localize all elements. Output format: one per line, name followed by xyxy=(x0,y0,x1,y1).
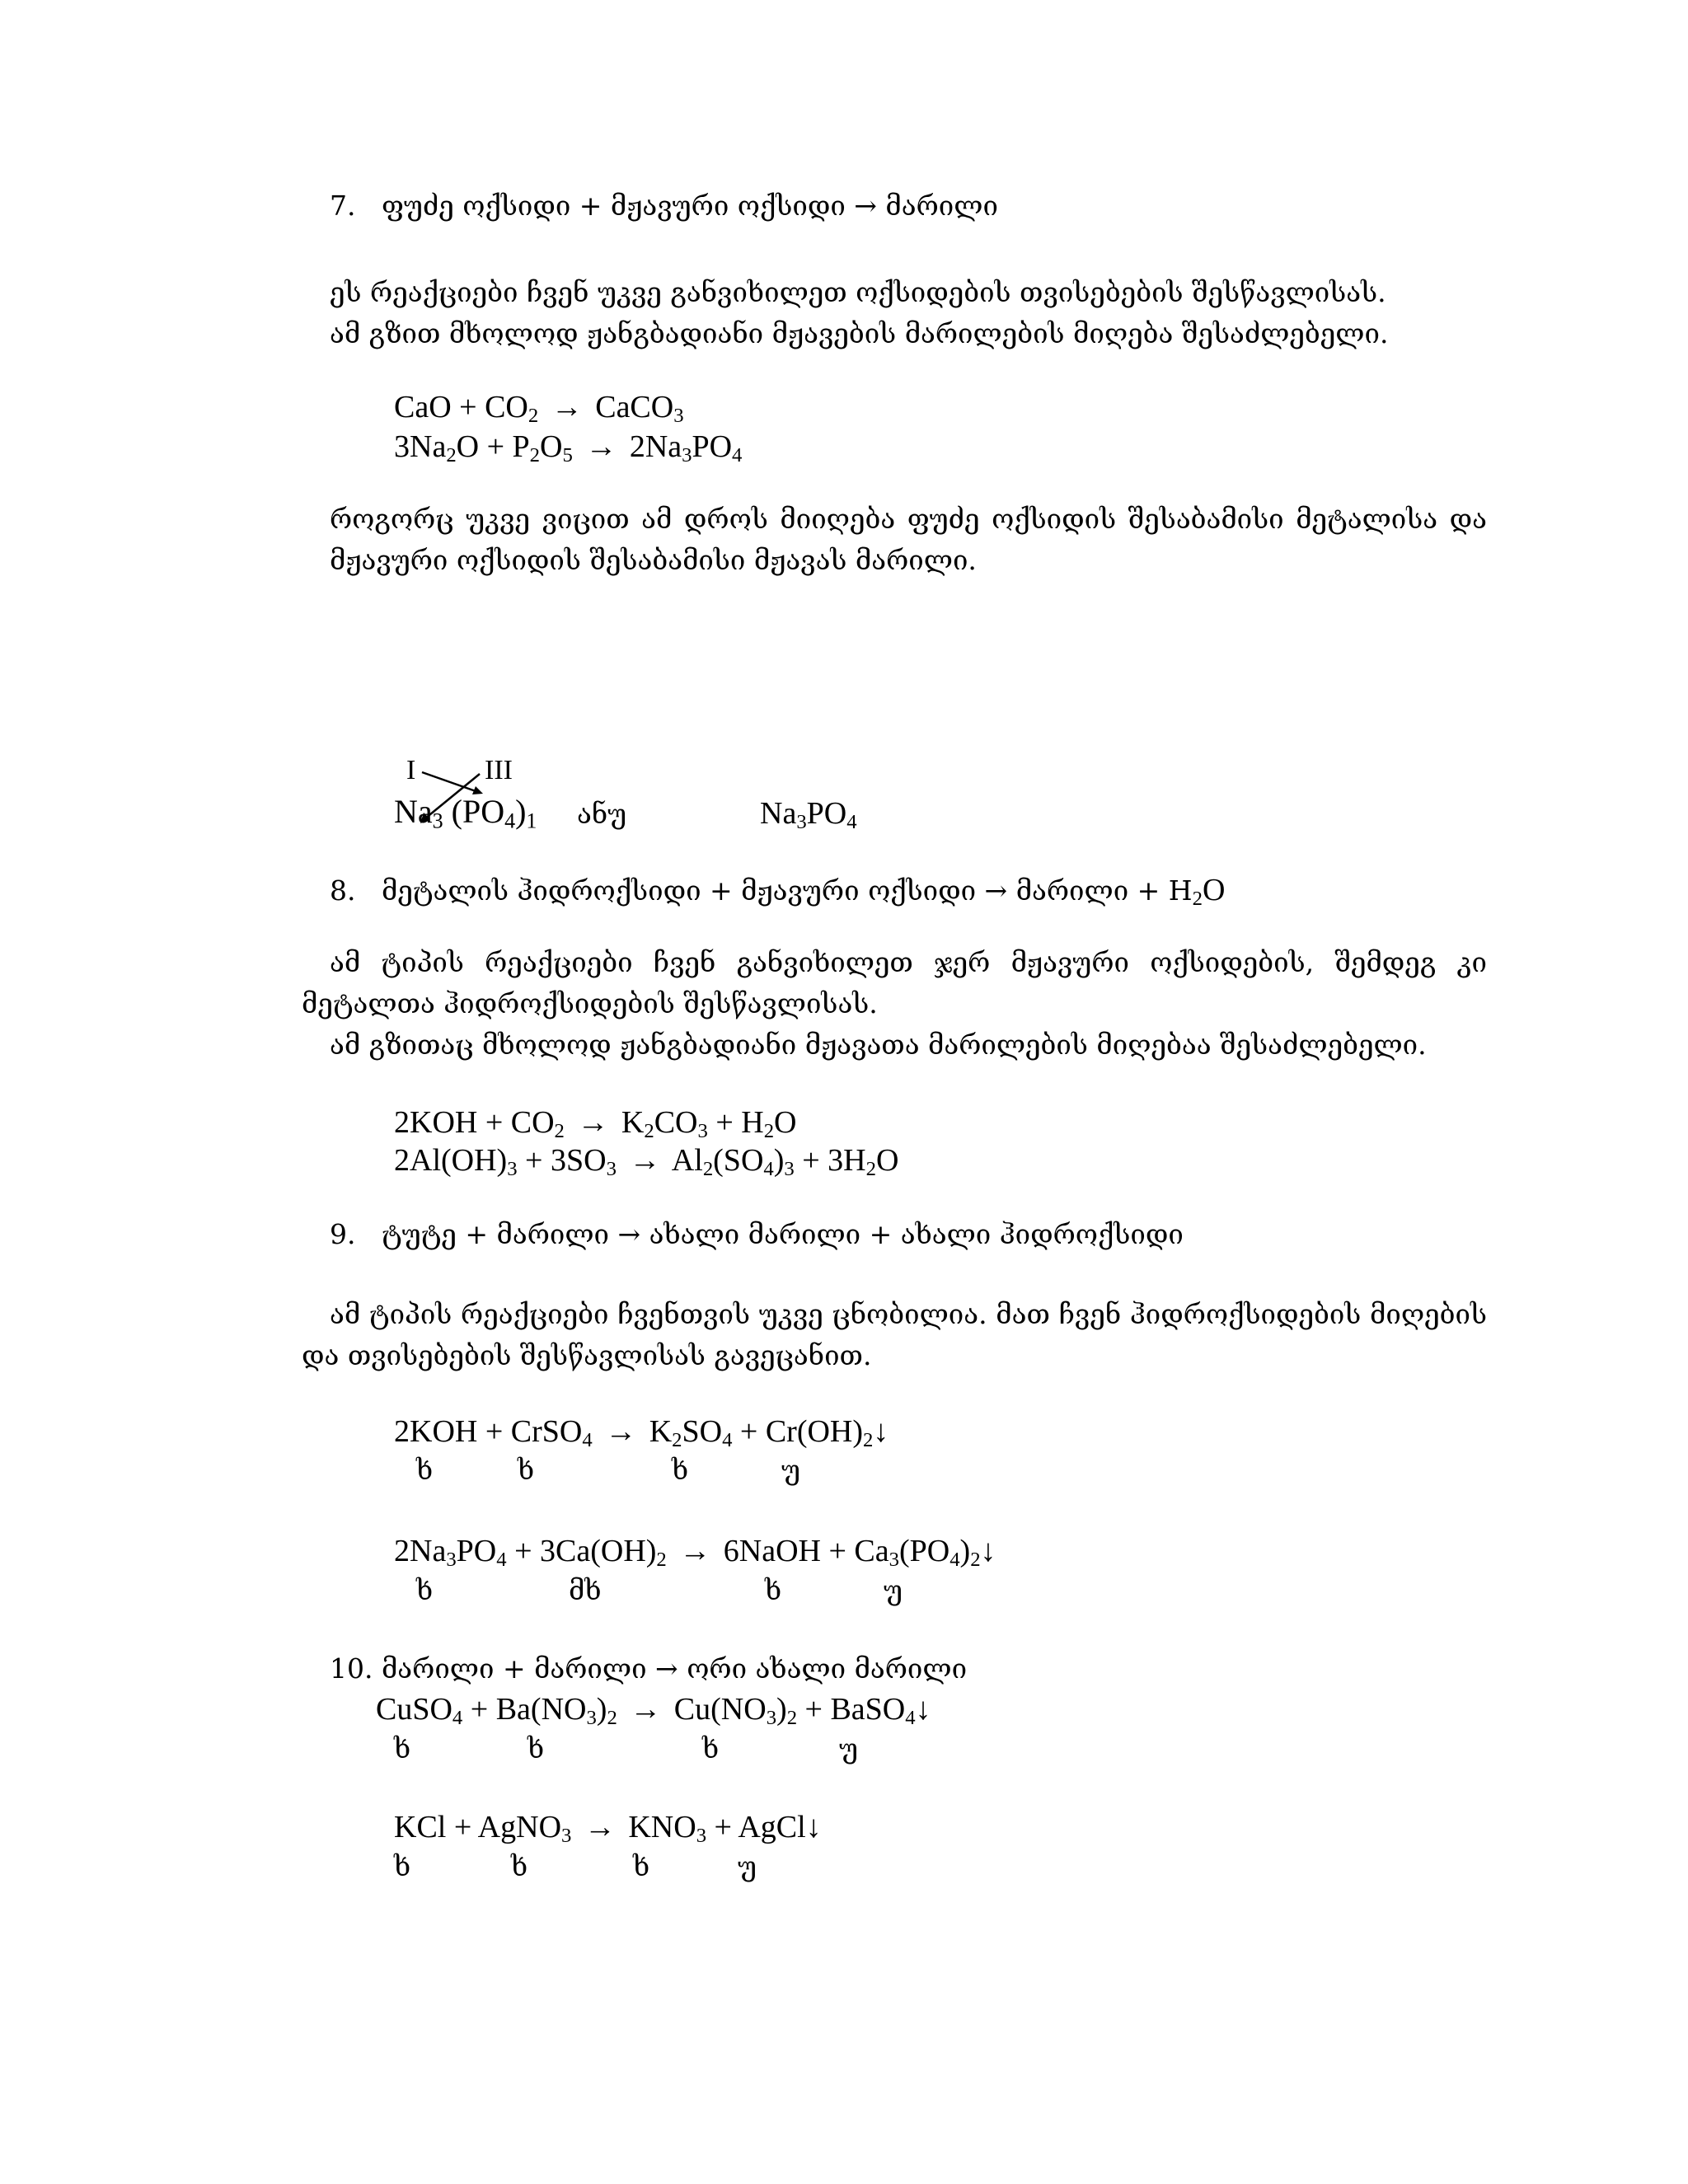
solubility-label: ხ xyxy=(518,1454,535,1486)
section-8-paragraph-1-line-1: ამ ტიპის რეაქციები ჩვენ განვიხილეთ ჯერ მჟავური ოქსიდების, შემდეგ კი xyxy=(330,946,1487,978)
equation-na2o-p2o5: $3Na_2O + P_2O_5 \to 2Na_3PO_4$ xyxy=(394,429,743,467)
section-10-heading: 10. მარილი + მარილი → ორი ახალი მარილი xyxy=(330,1652,968,1685)
solubility-label: ხ xyxy=(528,1732,545,1765)
solubility-label: ხ xyxy=(702,1732,720,1765)
section-7-heading: 7. ფუძე ოქსიდი + მჟავური ოქსიდი → მარილი xyxy=(330,190,998,222)
section-8-paragraph-1-line-2: მეტალთა ჰიდროქსიდების შესწავლისას. xyxy=(302,987,878,1019)
word-anu: ანუ xyxy=(577,798,627,830)
equation-cuso4-bano32: CuSO$_4$ + $Ba(NO_3)_2 \to Cu(NO_3)_2$ + BaSO$_4$↓ xyxy=(376,1692,931,1730)
section-7-paragraph-3-line-2: მჟავური ოქსიდის შესაბამისი მჟავას მარილი. xyxy=(330,544,977,576)
formula-na3po4: $Na_3PO_4$ xyxy=(760,796,857,834)
section-9-paragraph-line-1: ამ ტიპის რეაქციები ჩვენთვის უკვე ცნობილია. მათ ჩვენ ჰიდროქსიდების მიღების xyxy=(330,1298,1487,1330)
equation-cao-co2: CaO + $CO_2$ → CaCO$_3$ xyxy=(394,390,684,428)
section-9-paragraph-line-2: და თვისებების შესწავლისას გავეცანით. xyxy=(302,1339,872,1371)
formula-na3-po4-1: $Na_3$ $(PO_4)_1$ xyxy=(394,793,537,833)
solubility-label: ხ xyxy=(765,1574,782,1606)
equation-aloh3-so3: $2Al(OH)_3 + 3SO_3 \to Al_2(SO_4)_3 + 3H_2O$ xyxy=(394,1143,899,1181)
section-7-paragraph-3-line-1: როგორც უკვე ვიცით ამ დროს მიიღება ფუძე ოქსიდის შესაბამისი მეტალისა და xyxy=(330,503,1487,535)
solubility-label: ხ xyxy=(394,1850,411,1882)
solubility-label: ხ xyxy=(416,1454,434,1486)
valence-left: I xyxy=(406,755,416,785)
solubility-label: უ xyxy=(839,1732,859,1765)
equation-kcl-agno3: KCl + AgNO$_3$ → $KNO_3$ + AgCl↓ xyxy=(394,1810,822,1848)
equation-koh-crso4: 2KOH + CrSO$_4$ → $K_2SO_4$ + $Cr(OH)_2↓$ xyxy=(394,1414,889,1452)
valence-right: III xyxy=(485,755,513,785)
solubility-label: მხ xyxy=(569,1574,602,1606)
equation-na3po4-caoh2: $2Na_3PO_4 + 3Ca(OH)_2$ → 6NaOH + $Ca_3(PO_4)_2↓$ xyxy=(394,1534,996,1572)
section-7-paragraph-1: ეს რეაქციები ჩვენ უკვე განვიხილეთ ოქსიდების თვისებების შესწავლისას. xyxy=(330,276,1386,308)
section-7-paragraph-2: ამ გზით მხოლოდ ჟანგბადიანი მჟავების მარილების მიღება შესაძლებელი. xyxy=(330,317,1389,349)
solubility-label: ხ xyxy=(672,1454,689,1486)
section-8-paragraph-2: ამ გზითაც მხოლოდ ჟანგბადიანი მჟავათა მარილების მიღებაა შესაძლებელი. xyxy=(330,1029,1427,1061)
equation-koh-co2: $2KOH + CO_2 \to K_2CO_3 + H_2O$ xyxy=(394,1105,797,1143)
solubility-label: ხ xyxy=(394,1732,411,1765)
solubility-label: უ xyxy=(884,1574,903,1606)
solubility-label: ხ xyxy=(633,1850,650,1882)
section-9-heading: 9. ტუტე + მარილი → ახალი მარილი + ახალი ჰიდროქსიდი xyxy=(330,1218,1184,1250)
section-8-heading: 8. მეტალის ჰიდროქსიდი + მჟავური ოქსიდი → მარილი + $H_2O$ xyxy=(330,873,1226,911)
solubility-label: ხ xyxy=(511,1850,528,1882)
solubility-label: უ xyxy=(781,1454,801,1486)
solubility-label: უ xyxy=(738,1850,757,1882)
solubility-label: ხ xyxy=(416,1574,434,1606)
